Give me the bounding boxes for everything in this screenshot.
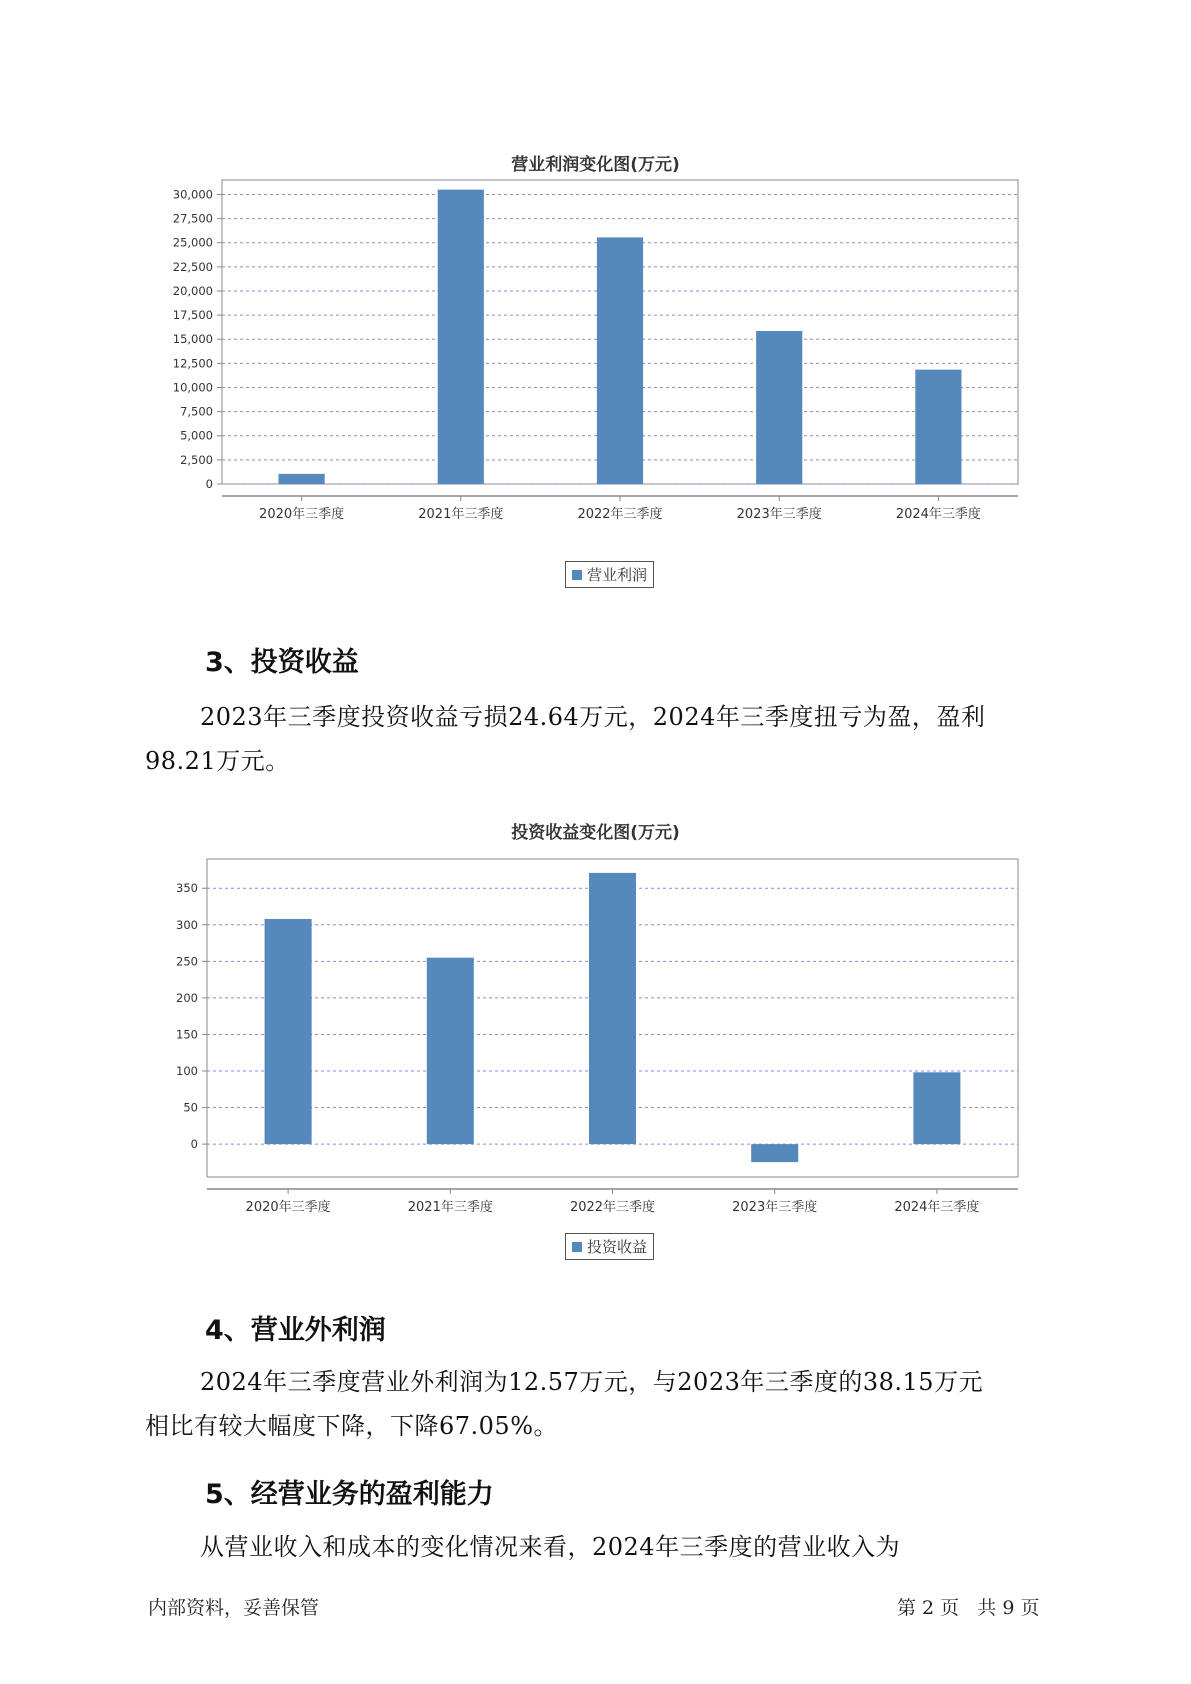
y-tick-label: 12,500	[172, 356, 213, 371]
bar	[427, 958, 474, 1144]
y-tick-label: 25,000	[172, 235, 213, 250]
section4-line2: 相比有较大幅度下降，下降67.05%。	[145, 1412, 559, 1440]
y-tick-label: 200	[176, 990, 198, 1005]
bar	[751, 1144, 798, 1162]
bar	[265, 919, 312, 1144]
bar	[279, 474, 325, 484]
x-tick-label: 2021年三季度	[407, 1200, 493, 1215]
x-tick-label: 2023年三季度	[736, 507, 822, 522]
footer-page-number: 第 2 页 共 9 页	[897, 1597, 1040, 1619]
chart1-legend-label: 营业利润	[587, 566, 648, 584]
chart1-title: 营业利润变化图(万元)	[511, 155, 680, 175]
y-tick-label: 50	[183, 1100, 198, 1115]
section3-paragraph	[145, 695, 1060, 783]
section5-line1: 从营业收入和成本的变化情况来看，2024年三季度的营业收入为	[200, 1533, 901, 1561]
chart2-title: 投资收益变化图(万元)	[511, 823, 680, 843]
x-tick-label: 2022年三季度	[577, 507, 663, 522]
y-tick-label: 150	[176, 1027, 198, 1042]
chart2-legend-label: 投资收益	[587, 1238, 648, 1256]
chart2-legend	[565, 1233, 654, 1260]
y-tick-label: 15,000	[172, 332, 213, 347]
bar	[589, 873, 636, 1144]
chart1-legend	[565, 561, 654, 588]
investment-income-chart	[0, 845, 1191, 1215]
section4-line1: 2024年三季度营业外利润为12.57万元，与2023年三季度的38.15万元	[200, 1368, 984, 1396]
y-tick-label: 17,500	[172, 308, 213, 323]
x-tick-label: 2024年三季度	[895, 507, 981, 522]
section4-heading: 4、营业外利润	[205, 1315, 386, 1346]
section4-paragraph	[145, 1360, 1060, 1448]
section5-heading: 5、经营业务的盈利能力	[205, 1479, 494, 1510]
bar	[913, 1072, 960, 1144]
y-tick-label: 0	[205, 477, 213, 491]
y-tick-label: 10,000	[172, 380, 213, 395]
y-tick-label: 30,000	[172, 187, 213, 202]
y-tick-label: 20,000	[172, 283, 213, 298]
section3-line2: 98.21万元。	[145, 747, 290, 775]
x-tick-label: 2023年三季度	[732, 1200, 818, 1215]
y-tick-label: 350	[176, 881, 198, 896]
x-tick-label: 2020年三季度	[259, 507, 345, 522]
section3-heading: 3、投资收益	[205, 647, 359, 678]
section3-line1: 2023年三季度投资收益亏损24.64万元，2024年三季度扭亏为盈，盈利	[200, 703, 986, 731]
y-tick-label: 27,500	[172, 211, 213, 226]
y-tick-label: 5,000	[180, 428, 213, 443]
y-tick-label: 7,500	[180, 404, 213, 419]
bar	[438, 190, 484, 484]
operating-profit-chart	[0, 170, 1191, 530]
bar	[915, 370, 961, 484]
y-tick-label: 22,500	[172, 259, 213, 274]
x-tick-label: 2024年三季度	[894, 1200, 980, 1215]
x-tick-label: 2022年三季度	[569, 1200, 656, 1215]
legend-swatch	[572, 570, 582, 580]
x-tick-label: 2020年三季度	[245, 1200, 331, 1215]
y-tick-label: 250	[176, 954, 198, 969]
section5-paragraph	[145, 1525, 1060, 1569]
bar	[756, 331, 802, 484]
y-tick-label: 100	[176, 1064, 198, 1078]
y-tick-label: 0	[190, 1137, 198, 1152]
footer-left: 内部资料，妥善保管	[148, 1597, 320, 1619]
y-tick-label: 2,500	[180, 452, 213, 467]
y-tick-label: 300	[176, 917, 198, 932]
x-tick-label: 2021年三季度	[418, 507, 504, 522]
bar	[597, 237, 643, 484]
legend-swatch	[572, 1242, 582, 1252]
